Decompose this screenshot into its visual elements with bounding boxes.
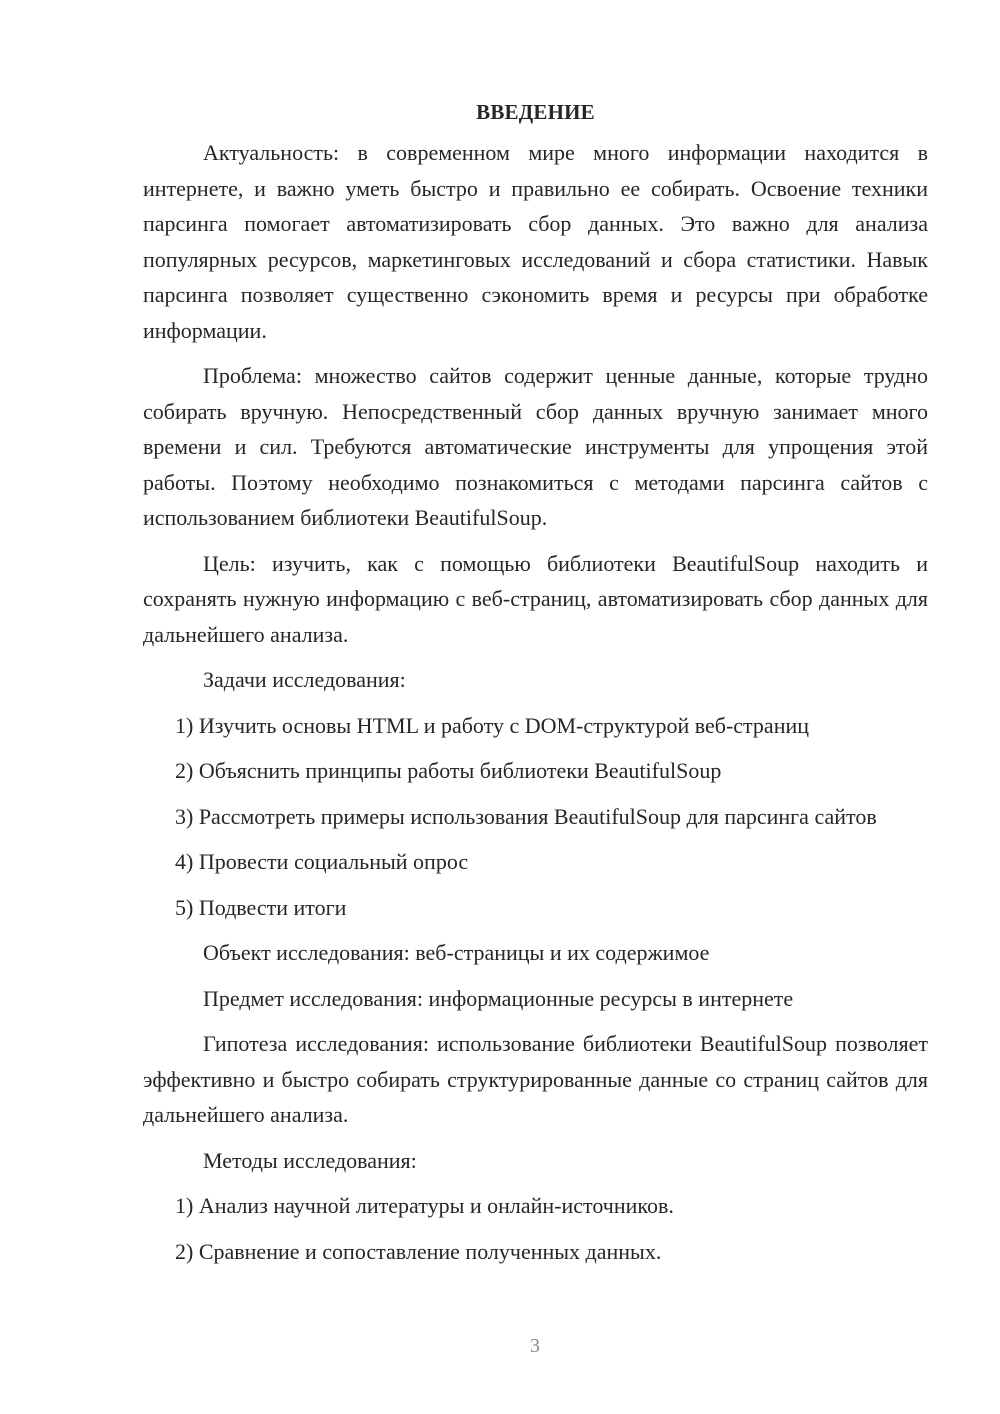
page-number: 3 xyxy=(530,1335,540,1357)
task-item-1: 1) Изучить основы HTML и работу с DOM-структурой веб-страниц xyxy=(175,712,810,738)
section-title: ВВЕДЕНИЕ xyxy=(476,100,595,124)
document-body xyxy=(143,96,928,1279)
method-item-1: 1) Анализ научной литературы и онлайн-источников. xyxy=(175,1193,674,1218)
problem-paragraph: Проблема: множество сайтов содержит ценные данные, которые трудно собирать вручную. Непосредственный сбор данных вручную занимает много времени и сил. Требуются автоматические инструменты для упрощения этой работы. Поэтому необходимо познакомиться с методами парсинга сайтов с использованием библиотеки BeautifulSoup. xyxy=(143,363,928,530)
methods-heading: Методы исследования: xyxy=(203,1147,417,1173)
subject-paragraph: Предмет исследования: информационные ресурсы в интернете xyxy=(203,985,794,1011)
task-item-4: 4) Провести социальный опрос xyxy=(175,849,469,874)
task-item-3: 3) Рассмотреть примеры использования BeautifulSoup для парсинга сайтов xyxy=(175,803,877,829)
task-item-5: 5) Подвести итоги xyxy=(175,894,347,920)
object-paragraph: Объект исследования: веб-страницы и их содержимое xyxy=(203,940,710,965)
goal-paragraph: Цель: изучить, как с помощью библиотеки BeautifulSoup находить и сохранять нужную информацию с веб-страниц, автоматизировать сбор данных для дальнейшего анализа. xyxy=(143,550,928,647)
method-item-2: 2) Сравнение и сопоставление полученных данных. xyxy=(175,1238,662,1264)
tasks-heading: Задачи исследования: xyxy=(203,667,406,692)
relevance-paragraph: Актуальность: в современном мире много информации находится в интернете, и важно уметь быстро и правильно ее собирать. Освоение техники парсинга помогает автоматизировать сбор данных. Это важно для анализа популярных ресурсов, маркетинговых исследований и сбора статистики. Навык парсинга позволяет существенно сэкономить время и ресурсы при обработке информации. xyxy=(143,140,928,343)
hypothesis-paragraph: Гипотеза исследования: использование библиотеки BeautifulSoup позволяет эффективно и быстро собирать структурированные данные со страниц сайтов для дальнейшего анализа. xyxy=(143,1031,928,1127)
task-item-2: 2) Объяснить принципы работы библиотеки BeautifulSoup xyxy=(175,758,722,783)
